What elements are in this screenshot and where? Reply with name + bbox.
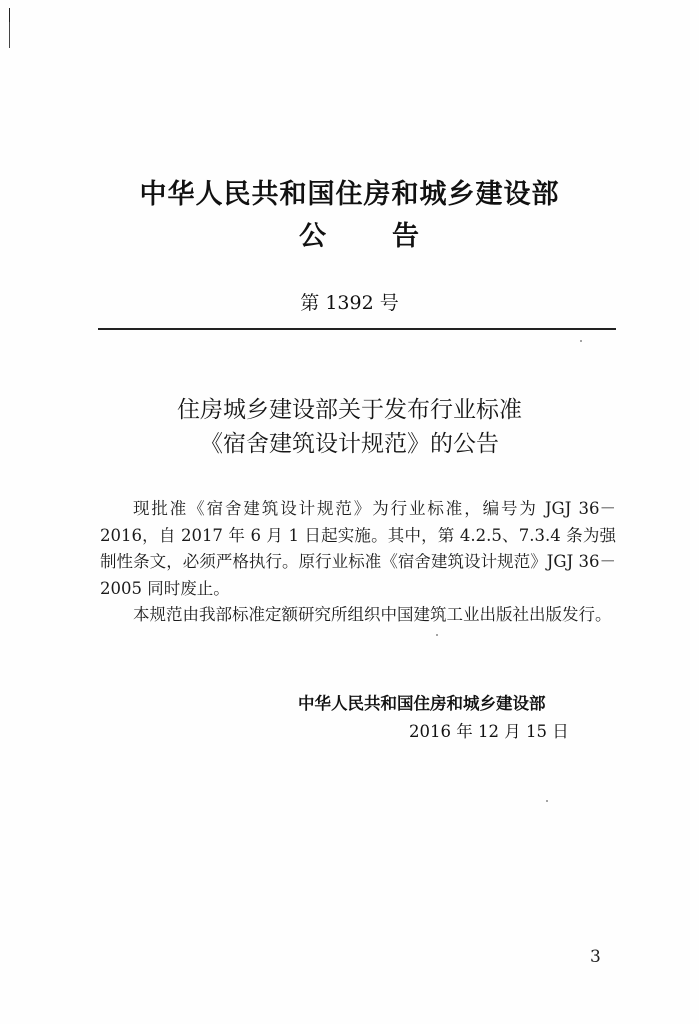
signature-issuer: 中华人民共和国住房和城乡建设部 (298, 694, 546, 713)
announcement-body (100, 496, 616, 629)
signature-date: 2016 年 12 月 15 日 (409, 722, 569, 741)
announcement-heading-line-1: 住房城乡建设部关于发布行业标准 (177, 397, 522, 423)
notice-title (299, 214, 419, 253)
scan-speck (580, 340, 582, 342)
title-divider (98, 328, 616, 330)
announcement-heading-line-2: 《宿舍建筑设计规范》的公告 (200, 431, 499, 457)
page-number: 3 (590, 947, 601, 967)
notice-title-char-1: 公 (299, 221, 326, 252)
scan-speck (436, 634, 438, 636)
scan-margin-mark-top (9, 8, 10, 22)
announcement-heading (0, 393, 699, 461)
scan-speck (546, 800, 548, 802)
body-paragraph-2: 本规范由我部标准定额研究所组织中国建筑工业出版社出版发行。 (133, 605, 612, 624)
ministry-title: 中华人民共和国住房和城乡建设部 (139, 179, 560, 210)
notice-title-char-2: 告 (392, 221, 419, 252)
body-paragraph-1: 现批准《宿舍建筑设计规范》为行业标准，编号为 JGJ 36－2016，自 2017 年 6 月 1 日起实施。其中，第 4.2.5、7.3.4 条为强制性条文，必须严格执行。原行业标准《宿舍建筑设计规范》JGJ 36－2005 同时废止。 (100, 499, 616, 598)
notice-number: 第 1392 号 (300, 292, 399, 314)
